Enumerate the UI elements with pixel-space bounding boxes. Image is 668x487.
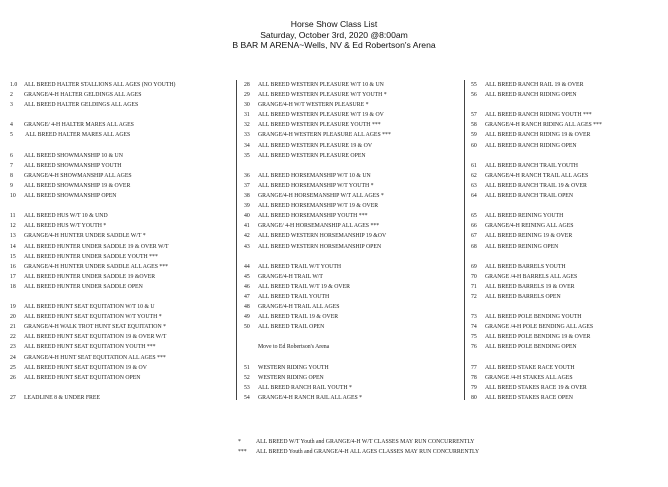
- class-number: 39: [244, 203, 250, 210]
- class-row: [471, 373, 661, 383]
- class-name: GRANGE/4-H WESTERN PLEASURE ALL AGES ***: [258, 132, 391, 139]
- class-name: ALL BREED BARRELS OPEN: [485, 293, 561, 300]
- class-name: ALL BREED STAKES RACE OPEN: [485, 394, 573, 401]
- class-number: 44: [244, 263, 250, 270]
- class-number: 42: [244, 233, 250, 240]
- footnote: [238, 447, 479, 457]
- class-row: [244, 383, 460, 393]
- spacer-row: [10, 292, 232, 302]
- class-row: [244, 312, 460, 322]
- class-number: 21: [10, 324, 16, 331]
- spacer-row: [471, 353, 661, 363]
- class-name: ALL BREED TRAIL W/T YOUTH: [258, 263, 342, 270]
- class-row: [471, 90, 661, 100]
- class-row: [10, 393, 232, 403]
- class-name: GRANGE/4-H HUNTER UNDER SADDLE ALL AGES ***: [24, 263, 169, 270]
- class-number: 30: [244, 102, 250, 109]
- spacer-row: [10, 141, 232, 151]
- class-column-1: [10, 80, 232, 403]
- class-number: 16: [10, 263, 16, 270]
- class-name: GRANGE/4-H RANCH RIDING ALL AGES ***: [485, 122, 602, 129]
- column-divider: [464, 80, 465, 400]
- class-row: [10, 363, 232, 373]
- class-row: [244, 242, 460, 252]
- class-row: [244, 141, 460, 151]
- class-number: 77: [471, 364, 477, 371]
- class-number: 66: [471, 223, 477, 230]
- class-number: 73: [471, 314, 477, 321]
- class-name: ALL BREED TRAIL W/T 19 & OVER: [258, 283, 350, 290]
- class-number: 46: [244, 283, 250, 290]
- class-number: 36: [244, 172, 250, 179]
- class-name: GRANGE/4-H TRAIL W/T: [258, 273, 323, 280]
- class-row: [244, 221, 460, 231]
- class-number: 7: [10, 162, 13, 169]
- class-number: 1.0: [10, 82, 18, 88]
- show-venue: B BAR M ARENA~Wells, NV & Ed Robertson's Arena: [232, 40, 436, 50]
- class-number: 11: [10, 213, 16, 220]
- class-name: ALL BREED HORSEMANSHIP YOUTH ***: [258, 213, 368, 220]
- class-name: GRANGE/4-H W/T WESTERN PLEASURE *: [258, 102, 369, 109]
- class-number: 59: [471, 132, 477, 139]
- class-column-3: [471, 80, 661, 403]
- class-name: ALL BREED REINING YOUTH: [485, 213, 564, 220]
- class-number: 26: [10, 374, 16, 381]
- class-number: 47: [244, 293, 250, 300]
- class-number: 48: [244, 304, 250, 311]
- class-name: ALL BREED RANCH RIDING YOUTH ***: [485, 112, 592, 119]
- class-row: [244, 322, 460, 332]
- class-number: 37: [244, 182, 250, 189]
- class-number: 49: [244, 314, 250, 321]
- spacer-row: [471, 100, 661, 110]
- class-number: 51: [244, 364, 250, 371]
- class-name: GRANGE /4-H STAKES ALL AGES: [485, 374, 573, 381]
- class-name: ALL BREED HALTER STALLIONS ALL AGES (NO YOUTH): [24, 82, 176, 88]
- class-number: 55: [471, 82, 477, 88]
- class-number: 6: [10, 152, 13, 159]
- class-name: ALL BREED WESTERN PLEASURE 19 & OV: [258, 142, 373, 149]
- class-number: 15: [10, 253, 16, 260]
- class-number: 33: [244, 132, 250, 139]
- class-name: ALL BREED REINING OPEN: [485, 243, 559, 250]
- class-number: 2: [10, 92, 13, 99]
- footnote-text: ALL BREED W/T Youth and GRANGE/4-H W/T CLASSES MAY RUN CONCURRENTLY: [256, 439, 475, 445]
- class-number: 80: [471, 394, 477, 401]
- class-name: GRANGE /4-H POLE BENDING ALL AGES: [485, 324, 594, 331]
- class-row: [244, 151, 460, 161]
- class-row: [471, 282, 661, 292]
- class-row: [10, 312, 232, 322]
- class-row: [244, 110, 460, 120]
- class-row: [471, 383, 661, 393]
- spacer-row: [10, 201, 232, 211]
- class-row: [10, 353, 232, 363]
- class-name: ALL BREED STAKES RACE 19 & OVER: [485, 384, 587, 391]
- spacer-row: [471, 201, 661, 211]
- class-name: GRANGE/4-H WALK TROT HUNT SEAT EQUITATION *: [24, 324, 166, 331]
- class-name: GRANGE/4-H HALTER GELDINGS ALL AGES: [24, 92, 142, 99]
- class-name: GRANGE/4-H SHOWMANSHIP ALL AGES: [24, 172, 132, 179]
- class-number: 9: [10, 182, 13, 189]
- class-number: 24: [10, 354, 16, 361]
- document-title: Horse Show Class List: [290, 19, 378, 29]
- class-number: 3: [10, 102, 13, 109]
- class-row: [10, 342, 232, 352]
- class-row: [471, 161, 661, 171]
- class-number: 43: [244, 243, 250, 250]
- class-row: [244, 80, 460, 90]
- class-number: 53: [244, 384, 250, 391]
- class-row: [471, 322, 661, 332]
- class-number: 5: [10, 132, 13, 139]
- class-number: 18: [10, 283, 16, 290]
- class-name: ALL BREED HORSEMANSHIP W/T YOUTH *: [258, 182, 374, 189]
- class-row: [471, 342, 661, 352]
- class-name: ALL BREED HUNT SEAT EQUITATION W/T 10 & U: [24, 304, 155, 311]
- class-name: ALL BREED BARRELS 19 & OVER: [485, 283, 575, 290]
- class-number: 58: [471, 122, 477, 129]
- class-name: LEADLINE 8 & UNDER FREE: [24, 394, 100, 401]
- class-name: GRANGE/4-H HORSEMANSHIP W/T ALL AGES *: [258, 193, 384, 200]
- class-number: 31: [244, 112, 250, 119]
- class-name: WESTERN RIDING OPEN: [258, 374, 324, 381]
- footnotes: [238, 437, 479, 457]
- class-name: ALL BREED TRAIL OPEN: [258, 324, 325, 331]
- spacer-row: [244, 353, 460, 363]
- class-name: ALL BREED WESTERN PLEASURE W/T 19 & OV: [258, 112, 384, 119]
- class-name: ALL BREED HUNT SEAT EQUITATION 19 & OV: [24, 364, 147, 371]
- class-name: ALL BREED WESTERN HORSEMANSHIP 19 &OV: [258, 233, 387, 240]
- class-row: [471, 221, 661, 231]
- class-name: ALL BREED HORSEMANSHIP W/T 10 & UN: [258, 172, 371, 179]
- class-name: WESTERN RIDING YOUTH: [258, 364, 329, 371]
- class-number: 40: [244, 213, 250, 220]
- class-number: 22: [10, 334, 16, 341]
- class-name: ALL BREED HUNT SEAT EQUITATION W/T YOUTH *: [24, 314, 162, 321]
- class-name: ALL BREED SHOWMANSHIP 10 & UN: [24, 152, 123, 159]
- class-number: 45: [244, 273, 250, 280]
- class-number: 32: [244, 122, 250, 129]
- class-number: 38: [244, 193, 250, 200]
- class-row: [244, 130, 460, 140]
- class-number: 68: [471, 243, 477, 250]
- class-name: ALL BREED RANCH RAIL YOUTH *: [258, 384, 352, 391]
- class-row: [10, 120, 232, 130]
- spacer-row: [471, 151, 661, 161]
- document-header: [0, 19, 668, 51]
- spacer-row: [10, 383, 232, 393]
- class-number: 28: [244, 82, 250, 88]
- class-row: [471, 110, 661, 120]
- class-name: GRANGE /4-H BARRELS ALL AGES: [485, 273, 578, 280]
- class-name: ALL BREED BARRELS YOUTH: [485, 263, 566, 270]
- class-number: 74: [471, 324, 477, 331]
- class-row: [10, 262, 232, 272]
- class-number: 63: [471, 182, 477, 189]
- class-name: ALL BREED HUNTER UNDER SADDLE YOUTH ***: [24, 253, 158, 260]
- class-number: 79: [471, 384, 477, 391]
- class-row: [471, 231, 661, 241]
- class-number: 52: [244, 374, 250, 381]
- class-row: [471, 393, 661, 403]
- class-name: ALL BREED POLE BENDING 19 & OVER: [485, 334, 591, 341]
- class-name: ALL BREED SHOWMANSHIP 19 & OVER: [24, 182, 131, 189]
- class-name: Move to Ed Robertson's Arena: [258, 344, 330, 351]
- class-number: 10: [10, 193, 16, 200]
- column-divider: [236, 80, 237, 400]
- class-row: [10, 302, 232, 312]
- class-row: [471, 130, 661, 140]
- class-number: 29: [244, 92, 250, 99]
- class-name: ALL BREED TRAIL YOUTH: [258, 293, 330, 300]
- class-number: 78: [471, 374, 477, 381]
- class-name: ALL BREED HUNT SEAT EQUITATION YOUTH ***: [24, 344, 156, 351]
- class-row: [471, 332, 661, 342]
- class-row: [10, 252, 232, 262]
- footnote-symbol: ***: [238, 449, 247, 455]
- class-name: ALL BREED HUNT SEAT EQUITATION 19 & OVER W/T: [24, 334, 167, 341]
- class-row: [471, 363, 661, 373]
- class-row: [471, 181, 661, 191]
- class-row: [10, 100, 232, 110]
- class-name: ALL BREED SHOWMANSHIP YOUTH: [24, 162, 122, 169]
- class-number: 67: [471, 233, 477, 240]
- class-name: ALL BREED HALTER GELDINGS ALL AGES: [24, 102, 139, 109]
- class-number: 13: [10, 233, 16, 240]
- class-row: [244, 191, 460, 201]
- class-row: [244, 282, 460, 292]
- footnote: [238, 437, 479, 447]
- class-number: 12: [10, 223, 16, 230]
- spacer-row: [244, 161, 460, 171]
- class-row: [10, 373, 232, 383]
- class-number: 57: [471, 112, 477, 119]
- class-name: ALL BREED WESTERN PLEASURE W/T 10 & UN: [258, 82, 384, 88]
- class-name: GRANGE/ 4-H HALTER MARES ALL AGES: [24, 122, 134, 129]
- class-row: [10, 282, 232, 292]
- class-name: ALL BREED SHOWMANSHIP OPEN: [24, 193, 117, 200]
- class-row: [471, 141, 661, 151]
- class-row: [244, 120, 460, 130]
- class-name: ALL BREED RANCH TRAIL YOUTH: [485, 162, 578, 169]
- class-name: ALL BREED WESTERN PLEASURE OPEN: [258, 152, 366, 159]
- spacer-row: [471, 302, 661, 312]
- class-number: 72: [471, 293, 477, 300]
- class-number: 4: [10, 122, 13, 129]
- class-row: [471, 262, 661, 272]
- class-row: [244, 272, 460, 282]
- class-row: [10, 272, 232, 282]
- class-name: ALL BREED HUS W/T 10 & UND: [24, 213, 108, 220]
- class-name: GRANGE/4-H HUNTER UNDER SADDLE W/T *: [24, 233, 146, 240]
- class-name: ALL BREED HUNT SEAT EQUITATION OPEN: [24, 374, 141, 381]
- class-number: 50: [244, 324, 250, 331]
- class-row: [471, 80, 661, 90]
- class-name: ALL BREED STAKE RACE YOUTH: [485, 364, 575, 371]
- class-number: 8: [10, 172, 13, 179]
- class-name: ALL BREED WESTERN HORSEMANSHIP OPEN: [258, 243, 382, 250]
- class-row: [10, 181, 232, 191]
- class-row: [10, 231, 232, 241]
- class-row: [244, 171, 460, 181]
- class-name: GRANGE/4-H RANCH TRAIL ALL AGES: [485, 172, 589, 179]
- class-number: 27: [10, 394, 16, 401]
- class-name: GRANGE/ 4-H HORSEMANSHIP ALL AGES ***: [258, 223, 380, 230]
- class-row: [10, 332, 232, 342]
- class-row: [471, 120, 661, 130]
- class-number: 25: [10, 364, 16, 371]
- class-name: ALL BREED WESTERN PLEASURE YOUTH ***: [258, 122, 381, 129]
- class-row: [10, 80, 232, 90]
- class-column-2: [244, 80, 460, 403]
- class-row: [471, 191, 661, 201]
- class-row: [244, 90, 460, 100]
- class-number: 62: [471, 172, 477, 179]
- class-name: ALL BREED RANCH TRAIL OPEN: [485, 193, 574, 200]
- class-number: 41: [244, 223, 250, 230]
- spacer-row: [244, 252, 460, 262]
- class-name: ALL BREED WESTERN PLEASURE W/T YOUTH *: [258, 92, 387, 99]
- spacer-row: [244, 332, 460, 342]
- class-number: 71: [471, 283, 477, 290]
- class-row: [244, 373, 460, 383]
- class-name: ALL BREED HORSEMANSHIP W/T 19 & OVER: [258, 203, 379, 210]
- spacer-row: [471, 252, 661, 262]
- class-row: [244, 181, 460, 191]
- show-date: Saturday, October 3rd, 2020 @8:00am: [260, 29, 408, 40]
- class-row: [10, 211, 232, 221]
- class-row: [10, 161, 232, 171]
- class-name: GRANGE/4-H RANCH RAIL ALL AGES *: [258, 394, 363, 401]
- class-name: ALL BREED RANCH TRAIL 19 & OVER: [485, 182, 587, 189]
- class-row: [244, 363, 460, 373]
- class-number: 75: [471, 334, 477, 341]
- class-row: [244, 201, 460, 211]
- class-name: ALL BREED RANCH RIDING OPEN: [485, 142, 577, 149]
- class-row: [10, 221, 232, 231]
- class-row: [10, 242, 232, 252]
- class-row: [10, 191, 232, 201]
- class-name: ALL BREED RANCH RIDING 19 & OVER: [485, 132, 591, 139]
- class-name: GRANGE/4-H TRAIL ALL AGES: [258, 304, 340, 311]
- class-name: ALL BREED HALTER MARES ALL AGES: [24, 132, 131, 139]
- class-row: [10, 90, 232, 100]
- class-number: 54: [244, 394, 250, 401]
- class-row: [471, 272, 661, 282]
- class-name: GRANGE/4-H REINING ALL AGES: [485, 223, 574, 230]
- class-row: [10, 322, 232, 332]
- class-name: ALL BREED HUS W/T YOUTH *: [24, 223, 107, 230]
- class-number: 56: [471, 92, 477, 99]
- class-row: [244, 231, 460, 241]
- class-number: 64: [471, 193, 477, 200]
- class-name: ALL BREED REINING 19 & OVER: [485, 233, 573, 240]
- class-number: 34: [244, 142, 250, 149]
- footnote-symbol: *: [238, 439, 241, 445]
- class-name: ALL BREED HUNTER UNDER SADDLE OPEN: [24, 283, 143, 290]
- class-number: 70: [471, 273, 477, 280]
- class-row: [471, 242, 661, 252]
- class-number: 17: [10, 273, 16, 280]
- class-number: 76: [471, 344, 477, 351]
- class-number: 35: [244, 152, 250, 159]
- class-name: GRANGE/4-H HUNT SEAT EQUITATION ALL AGES ***: [24, 354, 166, 361]
- class-row: [10, 171, 232, 181]
- class-number: 61: [471, 162, 477, 169]
- class-row: [471, 312, 661, 322]
- class-name: ALL BREED HUNTER UNDER SADDLE 19 &OVER: [24, 273, 156, 280]
- class-number: 14: [10, 243, 16, 250]
- class-row: [10, 130, 232, 140]
- class-row: [10, 151, 232, 161]
- class-row: [244, 393, 460, 403]
- class-number: 23: [10, 344, 16, 351]
- class-name: ALL BREED POLE BENDING YOUTH: [485, 314, 582, 321]
- class-number: 20: [10, 314, 16, 321]
- class-row: [471, 171, 661, 181]
- class-row: [244, 100, 460, 110]
- class-row: [471, 292, 661, 302]
- spacer-row: [10, 110, 232, 120]
- class-name: ALL BREED TRAIL 19 & OVER: [258, 314, 339, 321]
- class-row: [244, 211, 460, 221]
- class-row: [471, 211, 661, 221]
- class-row: [244, 342, 460, 352]
- class-row: [244, 262, 460, 272]
- footnote-text: ALL BREED Youth and GRANGE/4-H ALL AGES CLASSES MAY RUN CONCURRENTLY: [256, 449, 480, 455]
- class-name: ALL BREED RANCH RAIL 19 & OVER: [485, 82, 584, 88]
- class-name: ALL BREED RANCH RIDING OPEN: [485, 92, 577, 99]
- class-number: 65: [471, 213, 477, 220]
- class-row: [244, 292, 460, 302]
- class-row: [244, 302, 460, 312]
- class-number: 19: [10, 304, 16, 311]
- class-number: 69: [471, 263, 477, 270]
- class-name: ALL BREED POLE BENDING OPEN: [485, 344, 577, 351]
- class-name: ALL BREED HUNTER UNDER SADDLE 19 & OVER W/T: [24, 243, 169, 250]
- class-number: 60: [471, 142, 477, 149]
